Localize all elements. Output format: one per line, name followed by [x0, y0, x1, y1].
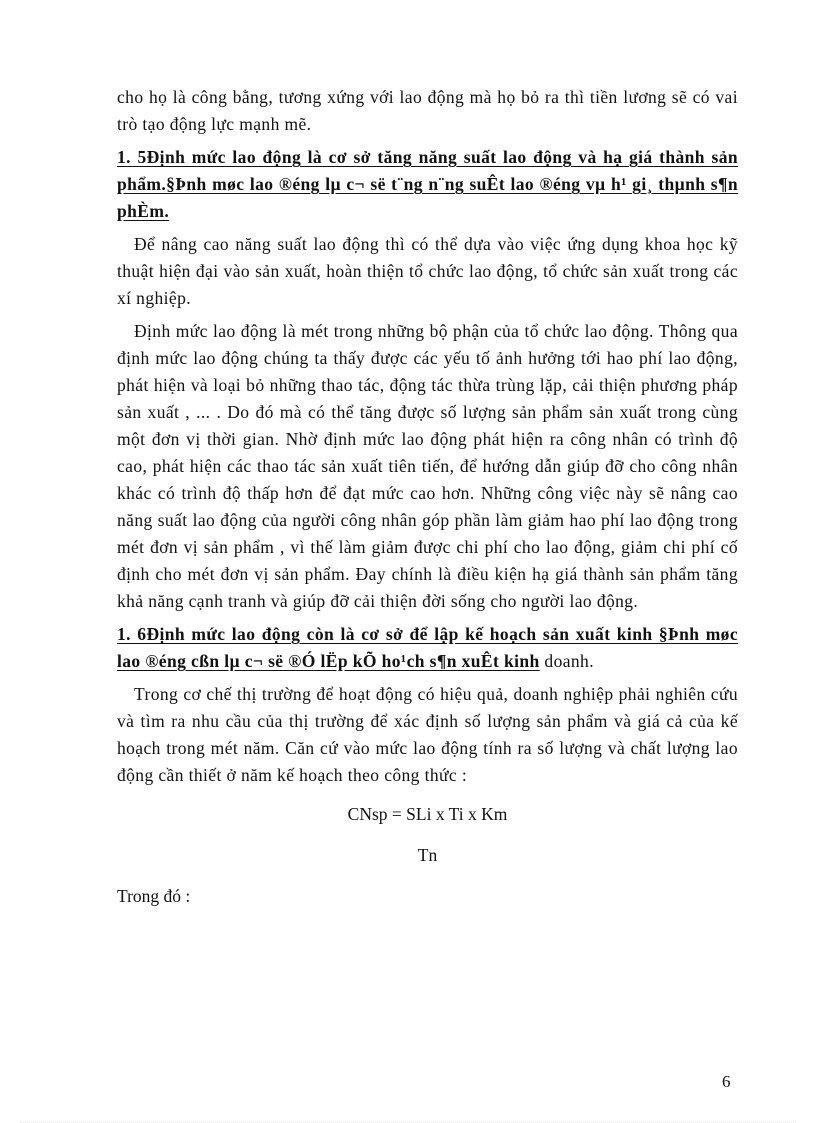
- formula-denominator: Tn: [417, 845, 438, 865]
- section-1-5-paragraph-1: Để nâng cao năng suất lao động thì có thể dựa vào việc ứng dụng khoa học kỹ thuật hiện đại vào sản xuất, hoàn thiện tổ chức lao động, tổ chức sản xuất trong các xí nghiệp.: [117, 234, 738, 308]
- section-1-5-heading: [117, 144, 738, 225]
- page-content: [117, 84, 738, 910]
- section-1-6-heading-text: 1. 6Định mức lao động còn là cơ sở để lập kế hoạch sản xuất kinh §Þnh møc lao ®éng cßn lµ c¬ së ®Ó lËp kÕ ho¹ch s¶n xuÊt kinh: [117, 624, 738, 671]
- section-1-6-heading-tail: doanh.: [539, 651, 594, 671]
- page-number: 6: [722, 1072, 731, 1091]
- section-1-5-heading-text: 1. 5Định mức lao động là cơ sở tăng năng suất lao động và hạ giá thành sản phẩm.§Þnh møc lao ®éng lµ c¬ së t¨ng n¨ng suÊt lao ®éng vµ h¹ gi¸ thµnh s¶n phÈm.: [117, 147, 738, 221]
- section-1-5-paragraph-2: Định mức lao động là mét trong những bộ phận của tổ chức lao động. Thông qua định mức lao động chúng ta thấy được các yếu tố ảnh hưởng tới hao phí lao động, phát hiện và loại bỏ những thao tác, động tác thừa trùng lặp, cải thiện phương pháp sản xuất , ... . Do đó mà có thể tăng được số lượng sản phẩm sản xuất trong cùng một đơn vị thời gian. Nhờ định mức lao động phát hiện ra công nhân có trình độ cao, phát hiện các thao tác sản xuất tiên tiến, để hướng dẫn giúp đỡ cho công nhân khác có trình độ thấp hơn để đạt mức cao hơn. Những công việc này sẽ nâng cao năng suất lao động của người công nhân góp phần làm giảm hao phí lao động trong mét đơn vị sản phẩm , vì thế làm giảm được chi phí cho lao động, giảm chi phí cố định cho mét đơn vị sản phẩm. Đay chính là điều kiện hạ giá thành sản phẩm tăng khả năng cạnh tranh và giúp đỡ cải thiện đời sống cho người lao động.: [117, 321, 738, 611]
- formula-numerator: CNsp = SLi x Ti x Km: [347, 804, 508, 824]
- section-1-6-heading: [117, 621, 738, 675]
- intro-paragraph: cho họ là công bằng, tương xứng với lao động mà họ bỏ ra thì tiền lương sẽ có vai trò tạo động lực mạnh mẽ.: [117, 87, 738, 134]
- section-1-6-paragraph-1: Trong cơ chế thị trường để hoạt động có hiệu quả, doanh nghiệp phải nghiên cứu và tìm ra nhu cầu của thị trường để xác định số lượng sản phẩm và giá cả của kế hoạch trong mét năm. Căn cứ vào mức lao động tính ra số lượng và chất lượng lao động cần thiết ở năm kế hoạch theo công thức :: [117, 684, 738, 785]
- where-label: Trong đó :: [117, 886, 191, 906]
